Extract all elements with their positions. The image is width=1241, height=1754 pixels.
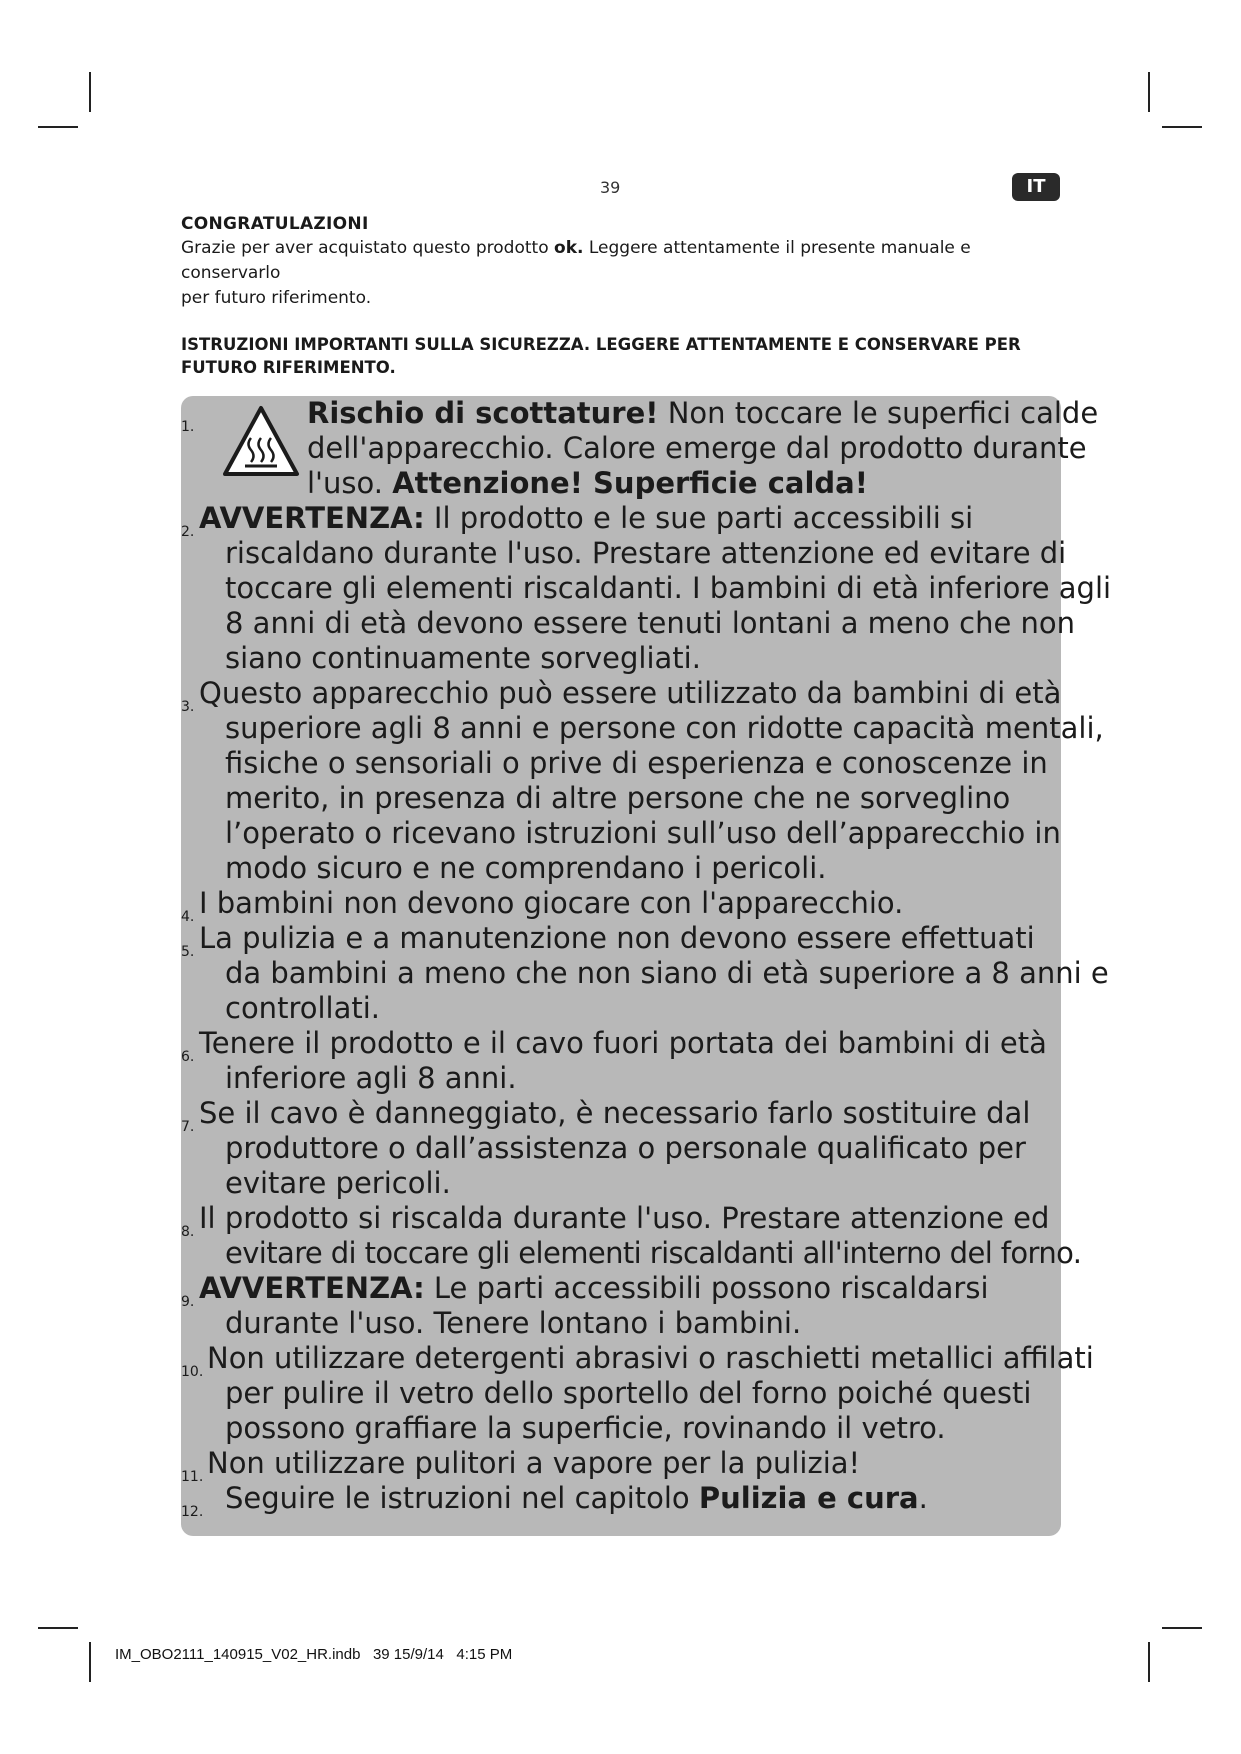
safety-heading: ISTRUZIONI IMPORTANTI SULLA SICUREZZA. LEGGERE ATTENTAMENTE E CONSERVARE PER FUTURO RIFERIMENTO. <box>181 335 1021 377</box>
crop-mark <box>38 126 78 128</box>
page-number: 39 <box>600 178 621 197</box>
safety-instructions-panel: 1. Rischio di scottature! Non toccare le superfici calde dell'apparecchio. Calore emerge dal prodotto durante l'uso. Attenzione! Superficie calda! 2. AVVERTENZA: Il prodotto e le sue parti accessibili si riscaldano durante l'uso. Prestare attenzione ed evitare di toccare gli elementi riscaldanti. I bambini di età inferiore agli 8 anni di età devono essere tenuti lontani a meno che non siano continuamente sorvegliati. 3. Questo apparecchio può essere utilizzato da bambini di età superiore agli 8 anni e persone con ridotte capacità mentali, fisiche o sensoriali o prive di esperienza e conoscenze in merito, in presenza di altre persone che ne sorveglino l’operato o ricevano istruzioni sull’uso dell’apparecchio in modo sicuro e ne comprendano i pericoli. 4. I bambini non devono giocare con l'apparecchio. 5. La pulizia e a manutenzione non devono essere effettuati da bambini a meno che non siano di età superiore a 8 anni e controllati. 6. Tenere il prodotto e il cavo fuori portata dei bambini di età inferiore agli 8 anni. 7. Se il cavo è danneggiato, è necessario farlo sostituire dal produttore o dall’assistenza o personale qualificato per evitare pericoli. 8. Il prodotto si riscalda durante l'uso. Prestare attenzione ed evitare di toccare gli elementi riscaldanti all'interno del forno. 9. AVVERTENZA: Le parti accessibili possono riscaldarsi durante l'uso. Tenere lontano i bambini. 10. Non utilizzare detergenti abrasivi o raschietti metallici affilati per pulire il vetro dello sportello del forno poiché questi possono graffiare la superficie, rovinando il vetro. 11. Non utilizzare pulitori a vapore per la pulizia! 12. Seguire le istruzioni nel capitolo Pulizia e cura. <box>181 396 1061 1536</box>
crop-mark <box>1162 126 1202 128</box>
crop-mark <box>1162 1627 1202 1629</box>
hot-surface-warning-icon <box>221 404 301 478</box>
brand-name: ok. <box>554 238 584 258</box>
crop-mark <box>1148 72 1150 112</box>
crop-mark <box>89 1642 91 1682</box>
intro-text: Grazie per aver acquistato questo prodotto ok. Leggere attentamente il presente manuale e conservarlo per futuro riferimento. <box>181 238 971 308</box>
crop-mark <box>1148 1642 1150 1682</box>
language-badge: IT <box>1012 173 1060 201</box>
crop-mark <box>38 1627 78 1629</box>
intro-heading: CONGRATULAZIONI <box>181 214 369 234</box>
crop-mark <box>89 72 91 112</box>
footer-file-info: IM_OBO2111_140915_V02_HR.indb 39 15/9/14 4:15 PM <box>115 1646 513 1663</box>
